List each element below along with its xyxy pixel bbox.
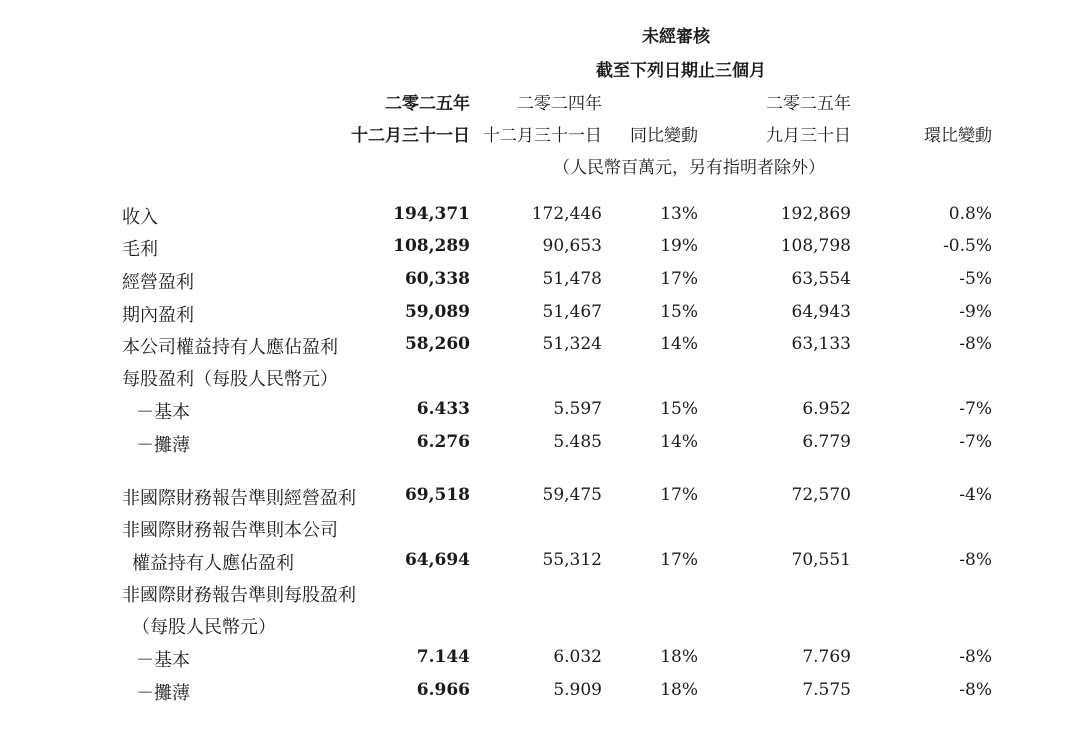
row-value-col4: 64,943: [791, 302, 851, 322]
row-value-col3: 14%: [660, 432, 698, 452]
row-value-col4: 192,869: [780, 204, 851, 224]
row-value-col4: 70,551: [791, 550, 851, 570]
row-value-col5: -5%: [959, 269, 992, 289]
col3-header-yoy: 同比變動: [630, 126, 698, 146]
row-value-col5: -7%: [959, 399, 992, 419]
row-value-col4: 6.779: [802, 432, 851, 452]
row-value-col5: 0.8%: [948, 204, 992, 224]
row-value-col2: 51,467: [542, 302, 602, 322]
row-value-col5: -8%: [959, 647, 992, 667]
row-value-col5: -8%: [959, 550, 992, 570]
col1-header-date: 十二月三十一日: [351, 126, 470, 146]
row-value-col2: 5.909: [553, 680, 602, 700]
row-value-col1: 58,260: [404, 334, 470, 354]
row-value-col2: 5.485: [553, 432, 602, 452]
row-value-col1: 6.966: [416, 680, 470, 700]
row-value-col3: 17%: [660, 485, 698, 505]
row-value-col1: 6.433: [416, 399, 470, 419]
row-value-col3: 15%: [660, 302, 698, 322]
row-label: 收入: [122, 207, 158, 228]
row-value-col2: 6.032: [553, 647, 602, 667]
row-label: （每股人民幣元）: [132, 617, 276, 638]
row-label: －攤薄: [136, 435, 190, 456]
row-label: 權益持有人應佔盈利: [132, 553, 294, 574]
row-value-col5: -9%: [959, 302, 992, 322]
row-value-col1: 59,089: [404, 302, 470, 322]
row-value-col1: 6.276: [416, 432, 470, 452]
row-value-col1: 69,518: [404, 485, 470, 505]
row-value-col1: 194,371: [393, 204, 470, 224]
row-value-col2: 90,653: [542, 236, 602, 256]
row-value-col2: 59,475: [542, 485, 602, 505]
col1-header-year: 二零二五年: [385, 94, 470, 114]
row-value-col5: -8%: [959, 680, 992, 700]
row-value-col3: 14%: [660, 334, 698, 354]
row-value-col3: 13%: [660, 204, 698, 224]
row-value-col2: 5.597: [553, 399, 602, 419]
row-value-col4: 7.575: [802, 680, 851, 700]
col4-header-date: 九月三十日: [766, 126, 851, 146]
row-label: 期內盈利: [122, 305, 194, 326]
row-value-col3: 18%: [660, 647, 698, 667]
row-value-col1: 108,289: [393, 236, 470, 256]
col4-header-year: 二零二五年: [766, 94, 851, 114]
row-value-col3: 17%: [660, 269, 698, 289]
header-unaudited: 未經審核: [642, 27, 710, 47]
row-value-col4: 7.769: [802, 647, 851, 667]
row-value-col3: 15%: [660, 399, 698, 419]
row-label: 非國際財務報告準則經營盈利: [122, 488, 356, 509]
col2-header-year: 二零二四年: [517, 94, 602, 114]
row-value-col3: 18%: [660, 680, 698, 700]
row-value-col2: 172,446: [531, 204, 602, 224]
header-unit-note: （人民幣百萬元，另有指明者除外）: [553, 158, 825, 178]
row-value-col4: 63,554: [791, 269, 851, 289]
row-value-col5: -8%: [959, 334, 992, 354]
row-value-col3: 17%: [660, 550, 698, 570]
row-value-col1: 7.144: [416, 647, 470, 667]
row-label: 本公司權益持有人應佔盈利: [122, 337, 338, 358]
row-label: 非國際財務報告準則本公司: [122, 520, 338, 541]
col2-header-date: 十二月三十一日: [483, 126, 602, 146]
row-value-col1: 64,694: [404, 550, 470, 570]
row-value-col4: 63,133: [791, 334, 851, 354]
row-value-col2: 55,312: [542, 550, 602, 570]
row-value-col2: 51,324: [542, 334, 602, 354]
row-label: －基本: [136, 402, 190, 423]
row-label: 每股盈利（每股人民幣元）: [122, 369, 338, 390]
row-label: 毛利: [122, 239, 158, 260]
row-value-col4: 6.952: [802, 399, 851, 419]
header-period: 截至下列日期止三個月: [596, 61, 766, 81]
row-value-col5: -7%: [959, 432, 992, 452]
row-label: 經營盈利: [122, 272, 194, 293]
row-label: －基本: [136, 650, 190, 671]
row-label: －攤薄: [136, 683, 190, 704]
row-value-col2: 51,478: [542, 269, 602, 289]
row-label: 非國際財務報告準則每股盈利: [122, 585, 356, 606]
row-value-col4: 108,798: [780, 236, 851, 256]
row-value-col4: 72,570: [791, 485, 851, 505]
row-value-col1: 60,338: [404, 269, 470, 289]
row-value-col5: -0.5%: [943, 236, 992, 256]
row-value-col3: 19%: [660, 236, 698, 256]
col5-header-qoq: 環比變動: [924, 126, 992, 146]
row-value-col5: -4%: [959, 485, 992, 505]
